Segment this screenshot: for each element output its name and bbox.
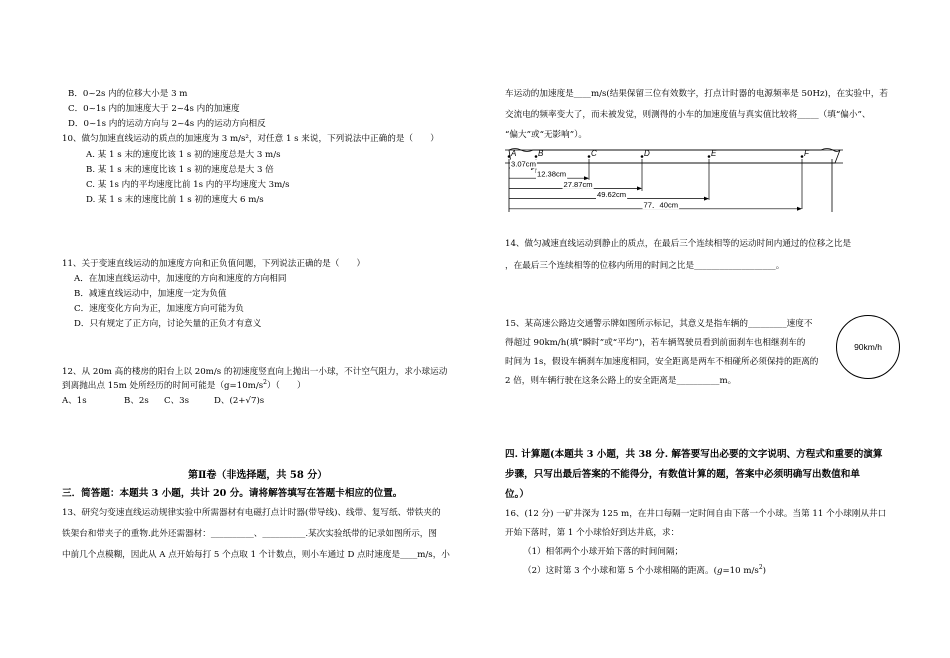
measure-label-5: 77．40cm [643, 200, 679, 210]
q13-cont-line1: 车运动的加速度是____m/s(结果保留三位有效数字，打点计时器的电源频率是 50Hz)，在实验中，若 [505, 89, 889, 99]
q15-line1: 15、某高速公路边交通警示牌如图所示标记，其意义是指车辆的_________速度不 [505, 319, 813, 329]
tape-point-b [535, 155, 538, 158]
section4-line2: 步骤，只写出最后答案的不能得分，有数值计算的题，答案中必须明确写出数值和单 [505, 469, 860, 480]
q11-option-d: D．只有规定了正方向，讨论矢量的正负才有意义 [74, 319, 262, 329]
q14-line1: 14、做匀减速直线运动到静止的质点，在最后三个连续相等的运动时间内通过的位移之比是 [505, 239, 852, 249]
measure-arrowhead-4 [704, 197, 709, 201]
q10-option-b: B. 某 1 s 末的速度比该 1 s 初的速度总是大 3 倍 [86, 165, 274, 175]
tape-point-a [508, 155, 511, 158]
q15-line4: 2 倍，则车辆行驶在这条公路上的安全距离是__________m。 [505, 376, 737, 386]
q12-option-d: D、(2+√7)s [214, 396, 265, 406]
q16-line2: 开始下落时，第 1 个小球恰好到达井底，求： [505, 528, 680, 538]
q11-stem: 11、关于变速直线运动的加速度方向和正负值问题，下列说法正确的是（ ） [62, 259, 366, 269]
q13-cont-line3: “偏大”或“无影响”）。 [505, 130, 588, 140]
section4-line3: 位。） [505, 489, 529, 500]
q9-option-d: D．0~1s 内的运动方向与 2~4s 内的运动方向相反 [68, 119, 266, 129]
tape-point-f [801, 155, 804, 158]
tape-label-e: E [711, 149, 717, 158]
q16-sub2 [523, 565, 766, 577]
tape-label-a: A [511, 149, 517, 158]
q12-superscript: 2 [263, 379, 267, 387]
q15-line2: 得超过 90km/h(填“瞬时”或“平均”)，若车辆驾驶员看到前面刹车也相继刹车的 [505, 338, 806, 348]
tape-measures [509, 160, 802, 211]
tape-label-c: C [591, 149, 597, 158]
measure-arrowhead-3 [637, 186, 642, 190]
q11-option-a: A．在加速直线运动中，加速度的方向和速度的方向相同 [74, 274, 287, 284]
q10-option-a: A. 某 1 s 末的速度比该 1 s 初的速度总是大 3 m/s [86, 150, 281, 160]
q12-line2-text: 到离抛出点 15m 处所经历的时间可能是（g=10m/s [62, 381, 264, 391]
q16-sub2-end: ) [762, 566, 766, 576]
tape-point-c [588, 155, 591, 158]
q9-option-c: C．0~1s 内的加速度大于 2~4s 内的加速度 [68, 104, 240, 114]
q12-line1: 12、从 20m 高的楼房的阳台上以 20m/s 的初速度竖直向上抛出一小球，不计空气阻力，求小球运动 [62, 367, 448, 377]
q11-option-c: C．速度变化方向为正，加速度方向可能为负 [74, 304, 244, 314]
q14-line2: ，在最后三个连续相等的位移内所用的时间之比是___________________。 [505, 261, 785, 271]
q16-superscript: 2 [758, 564, 763, 572]
q13-line2: 铁架台和带夹子的重物.此外还需器材：__________、__________.某次实验纸带的记录如图所示，图 [62, 529, 437, 539]
q12-option-b: B、2s [124, 396, 149, 406]
measure-label-2: 12.38cm [537, 169, 567, 179]
q12-line2-end: ）（ ） [266, 381, 306, 391]
q10-option-d: D. 某 1 s 末的速度比前 1 s 初的速度大 6 m/s [86, 195, 264, 205]
q11-option-b: B．减速直线运动中，加速度一定为负值 [74, 289, 227, 299]
measure-label-3: 27.87cm [563, 179, 593, 189]
q16-g-symbol: g [716, 566, 723, 576]
section3-title: 三．简答题：本题共 3 小题，共计 20 分。请将解答填写在答题卡相应的位置。 [62, 488, 403, 499]
section2-title: 第Ⅱ卷（非选择题，共 58 分） [188, 470, 328, 481]
q13-cont-line2: 交流电的频率变大了，而未被发觉，则测得的小车的加速度值与真实值比较将_____（填“偏小”、 [505, 110, 871, 120]
q15-line3: 时间为 1s，假设车辆刹车加速度相同，安全距离是两车不相碰所必须保持的距离的 [505, 357, 819, 367]
q13-line3: 中前几个点模糊，因此从 A 点开始每打 5 个点取 1 个计数点，则小车通过 D 点时速度是____m/s，小 [62, 550, 450, 560]
measure-label-1: 3.07cm [511, 159, 536, 169]
tape-label-f: F [804, 149, 809, 158]
q16-sub2-value: =10 m/s [722, 566, 759, 576]
q16-line1: 16、(12 分) 一矿井深为 125 m，在井口每隔一定时间自由下落一个小球。当第 11 个小球刚从井口 [505, 509, 887, 519]
q12-line2 [62, 380, 306, 392]
tape-point-e [708, 155, 711, 158]
q13-line1: 13、研究匀变速直线运动规律实验中所需器材有电磁打点计时器(带导线)、线带、复写纸、带铁夹的 [62, 508, 441, 518]
q12-option-a: A、1s [62, 396, 87, 406]
q10-option-c: C. 某 1s 内的平均速度比前 1s 内的平均速度大 3m/s [86, 180, 290, 190]
measure-label-4: 49.62cm [597, 190, 627, 200]
speed-limit-label: 90km/h [854, 342, 882, 352]
q9-option-b: B．0~2s 内的位移大小是 3 m [68, 89, 188, 99]
measure-arrowhead-5 [797, 207, 802, 211]
q10-stem: 10、做匀加速直线运动的质点的加速度为 3 m/s²，对任意 1 s 来说，下列说法中正确的是（ ） [62, 134, 439, 144]
section4-line1: 四. 计算题(本题共 3 小题，共 38 分. 解答要写出必要的文字说明、方程式和重要的演算 [505, 449, 883, 460]
q16-sub1: （1）相邻两个小球开始下落的时间间隔； [523, 547, 684, 557]
paper-tape-figure [505, 144, 845, 218]
tape-label-b: B [538, 149, 544, 158]
right-column [475, 0, 950, 658]
q12-option-c: C、3s [164, 396, 190, 406]
paper-tape [509, 149, 840, 164]
speed-limit-sign [836, 315, 900, 379]
tape-point-d [641, 155, 644, 158]
q16-sub2-text: （2）这时第 3 个小球和第 5 个小球相隔的距离。( [523, 566, 717, 576]
tape-label-d: D [644, 149, 650, 158]
